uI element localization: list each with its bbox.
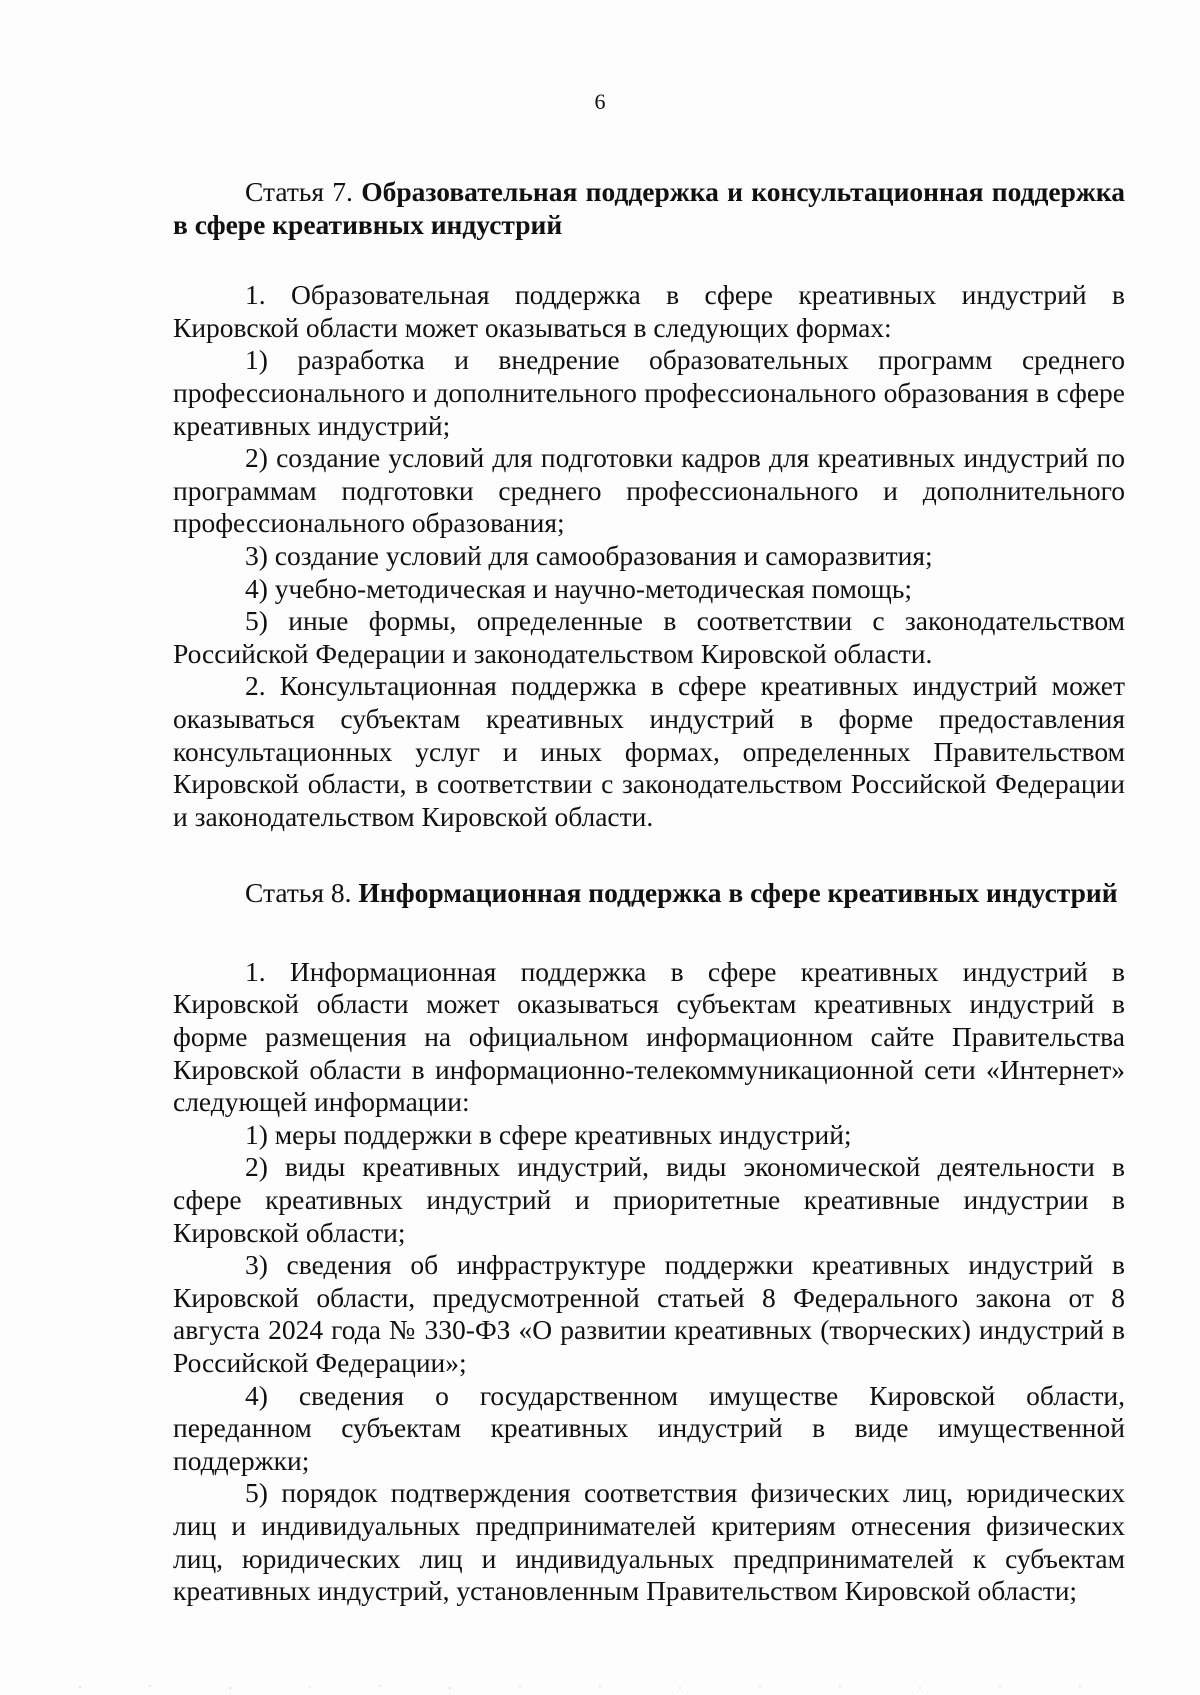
document-body [173,176,1125,1608]
spacer [173,833,1125,877]
article-7-paragraph-1: 1. Образовательная поддержка в сфере креативных индустрий в Кировской области может оказываться в следующих формах: [173,279,1125,343]
article-7-item-5: 5) иные формы, определенные в соответствии с законодательством Российской Федерации и законодательством Кировской области. [173,605,1125,669]
article-7-prefix: Статья 7. [245,176,353,207]
page-number: 6 [594,89,606,114]
article-8-title: Информационная поддержка в сфере креативных индустрий [358,877,1118,909]
article-7-paragraph-2: 2. Консультационная поддержка в сфере креативных индустрий может оказываться субъектам креативных индустрий в форме предоставления консультационных услуг и иных формах, определенных Правительством Кировской области, в соответствии с законодательством Российской Федерации и законодательством Кировской области. [173,670,1125,832]
article-7-heading [173,176,1125,241]
article-8-item-5: 5) порядок подтверждения соответствия физических лиц, юридических лиц и индивидуальных предпринимателей критериям отнесения физических лиц, юридических лиц и индивидуальных предпринимателей к субъектам креативных индустрий, установленным Правительством Кировской области; [173,1477,1125,1607]
article-8-item-1: 1) меры поддержки в сфере креативных индустрий; [245,1118,852,1150]
spacer [173,241,1125,279]
article-8-item-4: 4) сведения о государственном имуществе Кировской области, переданном субъектам креативных индустрий в виде имущественной поддержки; [173,1379,1125,1476]
article-7-item-2: 2) создание условий для подготовки кадров для креативных индустрий по программам подготовки среднего профессионального и дополнительного профессионального образования; [173,442,1125,539]
article-8-heading [173,877,1125,910]
article-8-item-3: 3) сведения об инфраструктуре поддержки креативных индустрий в Кировской области, предусмотренной статьей 8 Федерального закона от 8 августа 2024 года № 330-ФЗ «О развитии креативных (творческих) индустрий в Российской Федерации»; [173,1249,1125,1378]
article-7-item-4: 4) учебно-методическая и научно-методическая помощь; [245,572,913,604]
article-7-item-1: 1) разработка и внедрение образовательных программ среднего профессионального и дополнительного профессионального образования в сфере креативных индустрий; [173,344,1125,441]
scan-noise-strip [0,1665,1200,1695]
article-8-prefix: Статья 8. [245,877,352,909]
article-7-item-3: 3) создание условий для самообразования и саморазвития; [245,539,933,571]
article-7-title: Образовательная поддержка и консультационная поддержка в сфере креативных индустрий [173,176,1125,240]
article-8-paragraph-1: 1. Информационная поддержка в сфере креативных индустрий в Кировской области может оказываться субъектам креативных индустрий в форме размещения на официальном информационном сайте Правительства Кировской области в информационно-телекоммуникационной сети «Интернет» следующей информации: [173,955,1125,1118]
article-8-item-2: 2) виды креативных индустрий, виды экономической деятельности в сфере креативных индустрий и приоритетные креативные индустрии в Кировской области; [173,1151,1125,1248]
spacer [173,910,1125,956]
